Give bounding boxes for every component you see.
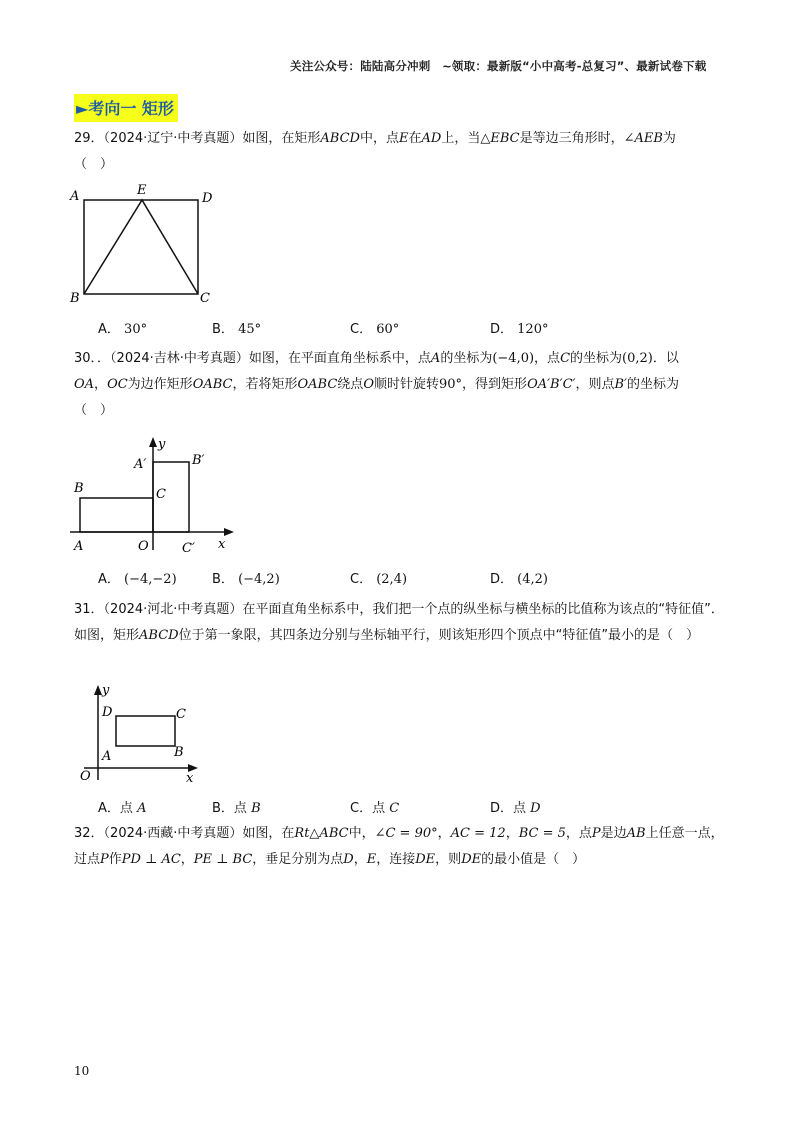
- label-c-prime: C′: [182, 541, 195, 556]
- section-title: [74, 94, 178, 122]
- question-29-text: 29．（2024·辽宁·中考真题）如图，在矩形ABCD中，点E在AD上，当△EBC是等边三角形时，∠AEB为 （ ）: [74, 131, 676, 172]
- q30-option-b[interactable]: B． (−4,2): [212, 572, 280, 587]
- section-title-text: 考向一 矩形: [88, 99, 174, 118]
- label-c: C: [176, 707, 186, 722]
- label-y: y: [102, 683, 110, 698]
- label-d: D: [102, 705, 113, 720]
- question-29-figure: [60, 180, 230, 308]
- q29-option-d[interactable]: D． 120°: [490, 322, 549, 337]
- q31-option-b[interactable]: B．点 B: [212, 801, 261, 816]
- label-c: C: [200, 291, 210, 306]
- q29-option-a[interactable]: A． 30°: [98, 322, 148, 337]
- page-number: 10: [74, 1064, 90, 1078]
- label-y: y: [158, 437, 166, 452]
- label-a: A: [74, 539, 84, 554]
- y-axis-arrow-icon: [149, 437, 157, 447]
- label-b: B: [74, 481, 84, 496]
- q30-option-d[interactable]: D． (4,2): [490, 572, 548, 587]
- triangle-ebc: [84, 200, 198, 294]
- label-o: O: [138, 539, 149, 554]
- label-a: A: [70, 189, 80, 204]
- q31-option-a[interactable]: A．点 A: [98, 801, 147, 816]
- y-axis-arrow-icon: [94, 685, 102, 695]
- label-a-prime: A′: [134, 457, 147, 472]
- question-31-figure: [64, 678, 214, 786]
- label-x: x: [218, 537, 226, 552]
- label-c: C: [156, 487, 166, 502]
- q30-option-c[interactable]: C． (2,4): [350, 572, 408, 587]
- x-axis-arrow-icon: [224, 528, 234, 536]
- label-x: x: [186, 771, 194, 786]
- question-30-figure: [64, 432, 244, 556]
- q29-option-b[interactable]: B． 45°: [212, 322, 262, 337]
- label-a: A: [102, 749, 112, 764]
- question-30-text: 30．．（2024·吉林·中考真题）如图，在平面直角坐标系中，点A的坐标为(−4,0)，点C的坐标为(0,2)．以 OA，OC为边作矩形OABC，若将矩形OABC绕点O顺时针旋转90°，得到矩形OA′B′C′，则点B′的坐标为 （ ）: [74, 351, 680, 418]
- question-31-text: 31．（2024·河北·中考真题）在平面直角坐标系中，我们把一个点的纵坐标与横坐标的比值称为该点的“特征值”．如图，矩形ABCD位于第一象限，其四条边分别与坐标轴平行，则该矩形四个顶点中“特征值”最小的是（ ）: [74, 602, 724, 643]
- question-32-text: 32．（2024·西藏·中考真题）如图，在Rt△ABC中，∠C = 90°，AC = 12，BC = 5，点P是边AB上任意一点，过点P作PD ⊥ AC，PE ⊥ BC，垂足分别为点D，E，连接DE，则DE的最小值是（ ）: [74, 826, 724, 867]
- label-o: O: [80, 769, 91, 784]
- label-b-prime: B′: [192, 453, 205, 468]
- label-d: D: [202, 191, 213, 206]
- label-b: B: [70, 291, 80, 306]
- q29-option-c[interactable]: C． 60°: [350, 322, 400, 337]
- rectangle-oabc: [80, 498, 153, 532]
- section-arrow-icon: ►: [76, 99, 89, 118]
- rectangle-abcd: [84, 200, 198, 294]
- q31-option-c[interactable]: C．点 C: [350, 801, 400, 816]
- q31-option-d[interactable]: D．点 D: [490, 801, 541, 816]
- rectangle-abcd: [116, 716, 175, 746]
- label-b: B: [174, 745, 184, 760]
- page-header: 关注公众号：陆陆高分冲刺 ~领取：最新版“小中高考-总复习”、最新试卷下载: [290, 59, 707, 73]
- label-e: E: [137, 183, 147, 198]
- q30-option-a[interactable]: A． (−4,−2): [98, 572, 177, 587]
